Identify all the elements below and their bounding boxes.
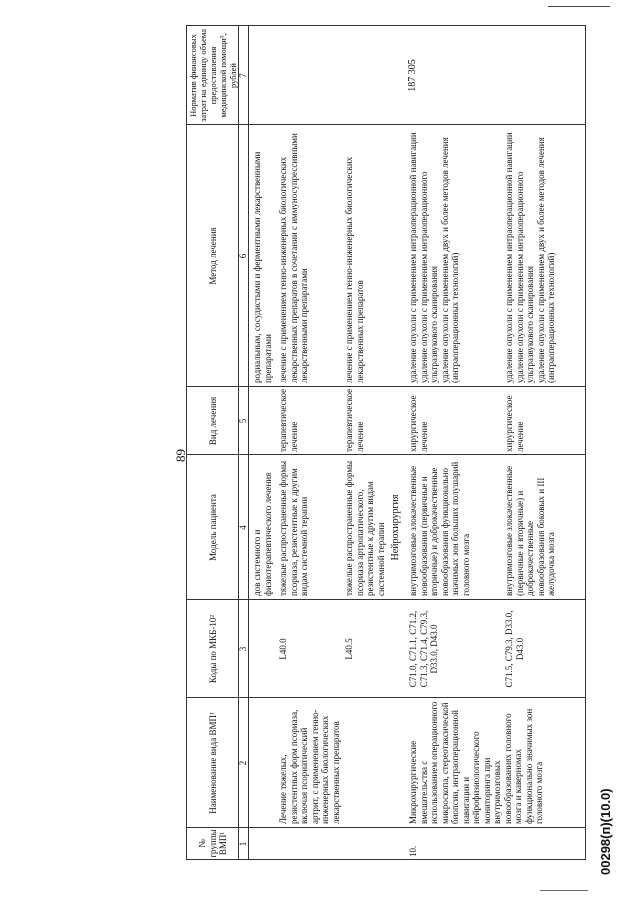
- row1-method-continued: родиальным, сосудистыми и ферментными лекарственными препаратами: [252, 151, 273, 383]
- header-type: Вид лечения: [207, 396, 218, 446]
- row2-vmp-name: Микрохирургические вмешательства с использованием операционного микроскопа, стереотаксической биопсии, интраоперационной навигации и нейрофизиологического мониторинга при внутримозговых новообразованиях головного мозга и каверномах функционально значимых зон головного мозга: [408, 701, 544, 824]
- header-name: Наименование вида ВМП¹: [207, 712, 218, 814]
- row1-code-b: L40.5: [344, 638, 354, 660]
- vmp-table: [186, 25, 586, 860]
- table-border-top: [186, 25, 187, 860]
- row1-vmp-name: Лечение тяжелых, резистентных форм псориаза, включая псориатический артрит, с применением генно-инженерных биологических лекарственных препаратов: [278, 709, 341, 824]
- row2-method-a-3: удаление опухоли с применением двух и более методов лечения (интраоперационных технологий): [439, 137, 460, 383]
- colnum-5: 5: [238, 418, 248, 424]
- row1-model-continued: дов системного и физиотерапевтического лечения: [252, 472, 273, 596]
- header-codes: Коды по МКБ-10²: [207, 614, 218, 684]
- rotated-page-content: [0, 20, 640, 880]
- row2-group-number: 10.: [408, 845, 418, 857]
- section-neurosurgery: Нейрохирургия: [390, 494, 401, 561]
- bottom-rule: [540, 890, 588, 891]
- row1-model-a: тяжелые распространенные формы псориаза, резистентные к другим видам системной терапии: [278, 460, 309, 596]
- header-method: Метод лечения: [207, 227, 218, 285]
- row2-type-b: хирургическое лечение: [504, 395, 525, 452]
- row2-method-a-2: удаление опухоли с применением интраоперационного ультразвукового сканирования: [418, 171, 439, 383]
- row2-price: 187 305: [407, 59, 418, 92]
- colnum-1: 1: [238, 841, 248, 847]
- row2-code-b: C71.5, C79.3, D33.0, D43.0: [504, 610, 525, 688]
- row2-method-a-1: удаление опухоли с применением интраоперационной навигации: [408, 132, 418, 383]
- colnum-2: 2: [238, 760, 248, 766]
- row1-type-b: терапевтическое лечение: [344, 388, 365, 452]
- row2-method-b-1: удаление опухоли с применением интраоперационной навигации: [504, 132, 514, 383]
- row2-method-b-3: удаление опухоли с применением двух и более методов лечения (интраоперационных технологий): [535, 137, 556, 383]
- row2-model-a: внутримозговые злокачественные новообразования (первичные и вторичные) и доброкачественные новообразования функционально значимых зон больших полушарий головного мозга: [408, 461, 471, 596]
- document-code: 00298(п)(10.0): [598, 788, 613, 875]
- row2-methods-a: [408, 129, 461, 383]
- colnum-3: 3: [238, 646, 248, 652]
- row1-method-a: лечение с применением генно-инженерных биологических лекарственных препаратов в сочетании с иммуносупрессивными лекарственными препаратами: [278, 133, 309, 383]
- row2-type-a: хирургическое лечение: [408, 395, 429, 452]
- row2-methods-b: [504, 129, 557, 383]
- page-number: 89: [173, 449, 188, 462]
- row1-code-a: L40.0: [278, 638, 288, 660]
- row2-method-b-2: удаление опухоли с применением интраоперационного ультразвукового сканирования: [514, 171, 535, 383]
- colnum-4: 4: [238, 525, 248, 530]
- colnum-7: 7: [238, 73, 248, 78]
- row1-method-b: лечение с применением генно-инженерных биологических лекарственных препаратов: [344, 156, 365, 383]
- row1-type-a: терапевтическое лечение: [278, 388, 299, 452]
- header-model: Модель пациента: [207, 494, 218, 561]
- row2-model-b: внутримозговые злокачественные (первичные и вторичные) и доброкачественные новообразования боковых и III желудочка мозга: [504, 465, 556, 596]
- row1-model-b: тяжелые распространенные формы псориаза артропатического, резистентные к другим видам системной терапии: [344, 460, 386, 596]
- table-border-bottom: [585, 25, 586, 860]
- header-price: Норматив финансовых затрат на единицу объема предоставления медицинской помощи³, рублей: [188, 29, 238, 122]
- top-rule: [548, 6, 610, 7]
- header-group: № группы ВМП¹: [197, 829, 229, 858]
- row2-code-a: C71.0, C71.1, C71.2, C71.3, C71.4, C79.3, D33.0, D43.0: [408, 610, 439, 688]
- colnum-6: 6: [238, 253, 248, 259]
